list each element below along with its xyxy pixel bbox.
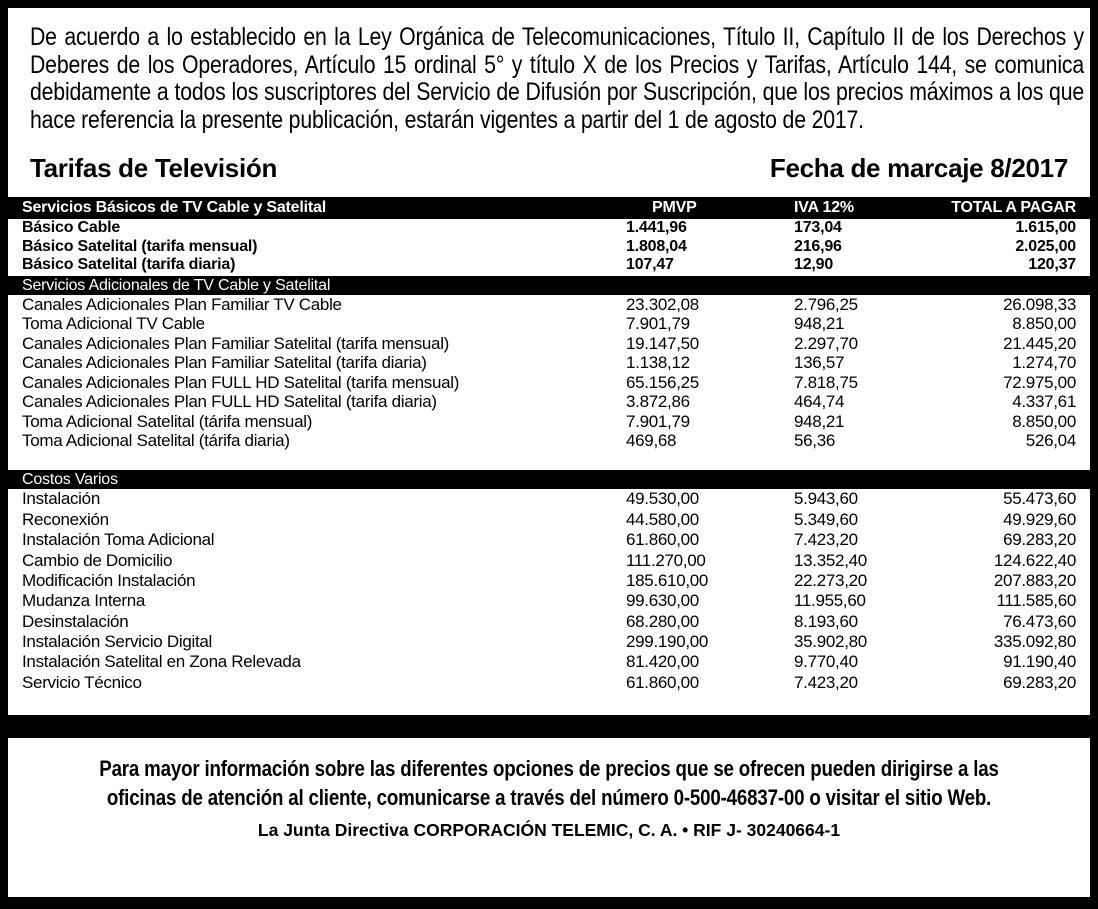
column-header-total: TOTAL A PAGAR: [951, 199, 1076, 216]
row-iva-value: 216,96: [794, 237, 842, 255]
row-pmvp-value: 61.860,00: [626, 530, 699, 550]
row-label: Toma Adicional TV Cable: [22, 314, 205, 334]
row-total-value: 1.274,70: [1012, 353, 1076, 373]
tariff-table: [8, 197, 1090, 693]
row-total-value: 2.025,00: [1015, 237, 1076, 255]
row-label: Cambio de Domicilio: [22, 550, 173, 570]
marking-date-label: Fecha de marcaje 8/2017: [769, 153, 1068, 183]
row-label: Modificación Instalación: [22, 570, 196, 590]
table-row: [8, 632, 1090, 652]
table-row: [8, 393, 1090, 413]
table-header-row: [8, 197, 1090, 219]
table-row: [8, 354, 1090, 374]
row-label: Canales Adicionales Plan Familiar TV Cable: [22, 294, 342, 314]
row-iva-value: 948,21: [794, 314, 845, 334]
row-total-value: 8.850,00: [1012, 314, 1076, 334]
row-pmvp-value: 111.270,00: [626, 550, 706, 570]
row-iva-value: 464,74: [794, 392, 845, 412]
row-total-value: 21.445,20: [1003, 333, 1076, 353]
table-row: [8, 315, 1090, 335]
row-label: Mudanza Interna: [22, 591, 146, 611]
row-pmvp-value: 44.580,00: [626, 509, 699, 529]
row-total-value: 72.975,00: [1003, 372, 1076, 392]
table-row: [8, 334, 1090, 354]
row-total-value: 49.929,60: [1003, 509, 1076, 529]
row-label: Reconexión: [22, 509, 109, 529]
table-row: [8, 673, 1090, 693]
row-pmvp-value: 1.808,04: [626, 237, 687, 255]
row-total-value: 91.190,40: [1003, 652, 1076, 672]
column-header-pmvp: PMVP: [652, 199, 697, 216]
row-label: Instalación Servicio Digital: [22, 632, 213, 652]
row-label: Canales Adicionales Plan FULL HD Satelital (tarifa diaria): [22, 392, 437, 412]
row-iva-value: 22.273,20: [794, 570, 867, 590]
row-pmvp-value: 49.530,00: [626, 489, 699, 509]
row-iva-value: 7.423,20: [794, 530, 858, 550]
row-label: Básico Satelital (tarifa diaria): [22, 255, 236, 273]
row-iva-value: 5.349,60: [794, 509, 858, 529]
table-row: [8, 432, 1090, 452]
row-label: Toma Adicional Satelital (tárifa diaria): [22, 431, 290, 451]
row-total-value: 8.850,00: [1012, 411, 1076, 431]
row-pmvp-value: 1.138,12: [626, 353, 690, 373]
row-pmvp-value: 65.156,25: [626, 372, 699, 392]
table-row: [8, 295, 1090, 315]
row-total-value: 55.473,60: [1003, 489, 1076, 509]
tariff-sheet: [8, 8, 1090, 897]
row-iva-value: 13.352,40: [794, 550, 867, 570]
row-label: Canales Adicionales Plan FULL HD Satelital (tarifa mensual): [22, 372, 460, 392]
row-iva-value: 11.955,60: [794, 591, 866, 611]
row-total-value: 526,04: [1025, 431, 1076, 451]
row-label: Básico Satelital (tarifa mensual): [22, 237, 258, 255]
row-pmvp-value: 3.872,86: [626, 392, 690, 412]
section-bar: [8, 276, 1090, 295]
intro-paragraph: De acuerdo a lo establecido en la Ley Orgánica de Telecomunicaciones, Título II, Capítulo II de los Derechos y Deberes de los Operadores, Artículo 15 ordinal 5° y título X de los Precios y Tarifas, Artículo 144, se comunica debidamente a todos los suscriptores del Servicio de Difusión por Suscripción, que los precios máximos a los que hace referencia la presente publicación, estarán vigentes a partir del 1 de agosto de 2017.: [30, 23, 1084, 134]
row-pmvp-value: 19.147,50: [626, 333, 699, 353]
tariff-table-body: [8, 219, 1090, 693]
footer-info-line-2: oficinas de atención al cliente, comunicarse a través del número 0-500-46837-00 o visitar el sitio Web.: [106, 785, 992, 811]
row-iva-value: 7.818,75: [794, 372, 858, 392]
row-iva-value: 9.770,40: [794, 652, 858, 672]
row-label: Básico Cable: [22, 219, 121, 237]
section-header-basic-services: Servicios Básicos de TV Cable y Satelital: [22, 199, 326, 216]
row-label: Instalación: [22, 489, 100, 509]
section-bar: [8, 470, 1090, 489]
row-label: Desinstalación: [22, 611, 129, 631]
row-pmvp-value: 68.280,00: [626, 611, 699, 631]
column-header-iva: IVA 12%: [794, 199, 854, 216]
row-iva-value: 2.796,25: [794, 294, 858, 314]
row-total-value: 207.883,20: [993, 570, 1076, 590]
table-row: [8, 373, 1090, 393]
section-header-label: Costos Varios: [22, 470, 118, 488]
table-row: [8, 219, 1090, 237]
row-pmvp-value: 7.901,79: [626, 314, 690, 334]
row-iva-value: 12,90: [794, 255, 834, 273]
row-iva-value: 2.297,70: [794, 333, 858, 353]
row-iva-value: 8.193,60: [794, 611, 858, 631]
row-pmvp-value: 469,68: [626, 431, 677, 451]
row-pmvp-value: 7.901,79: [626, 411, 690, 431]
row-iva-value: 948,21: [794, 411, 845, 431]
row-pmvp-value: 1.441,96: [626, 219, 687, 237]
row-label: Toma Adicional Satelital (tárifa mensual): [22, 411, 313, 431]
page-title: Tarifas de Televisión: [30, 153, 278, 183]
table-row: [8, 612, 1090, 632]
row-pmvp-value: 107,47: [626, 255, 674, 273]
row-total-value: 76.473,60: [1003, 611, 1076, 631]
row-iva-value: 5.943,60: [794, 489, 858, 509]
row-total-value: 4.337,61: [1012, 392, 1076, 412]
row-pmvp-value: 299.190,00: [626, 632, 709, 652]
row-label: Canales Adicionales Plan Familiar Satelital (tarifa mensual): [22, 333, 450, 353]
row-total-value: 335.092,80: [993, 632, 1076, 652]
row-label: Instalación Toma Adicional: [22, 530, 215, 550]
table-row: [8, 591, 1090, 611]
separator-band: [8, 715, 1090, 738]
row-total-value: 69.283,20: [1003, 672, 1076, 692]
row-pmvp-value: 99.630,00: [626, 591, 699, 611]
table-row: [8, 530, 1090, 550]
row-total-value: 1.615,00: [1015, 219, 1076, 237]
table-row: [8, 571, 1090, 591]
footer-signature: La Junta Directiva CORPORACIÓN TELEMIC, C. A. • RIF J- 30240664-1: [257, 820, 841, 841]
row-iva-value: 35.902,80: [794, 632, 867, 652]
row-iva-value: 136,57: [794, 353, 845, 373]
table-row: [8, 510, 1090, 530]
table-row: [8, 412, 1090, 432]
table-row: [8, 489, 1090, 509]
footer-info-line-1: Para mayor información sobre las diferentes opciones de precios que se ofrecen pueden dirigirse a las: [99, 756, 999, 782]
row-label: Servicio Técnico: [22, 672, 142, 692]
table-row: [8, 237, 1090, 255]
row-label: Instalación Satelital en Zona Relevada: [22, 652, 301, 672]
section-header-label: Servicios Adicionales de TV Cable y Satelital: [22, 276, 331, 294]
row-pmvp-value: 81.420,00: [626, 652, 699, 672]
title-row: [30, 153, 1068, 184]
footer: [8, 754, 1090, 841]
row-pmvp-value: 61.860,00: [626, 672, 699, 692]
row-total-value: 111.585,60: [996, 591, 1076, 611]
row-total-value: 26.098,33: [1003, 294, 1076, 314]
row-iva-value: 56,36: [794, 431, 836, 451]
row-total-value: 120,37: [1028, 255, 1076, 273]
row-iva-value: 173,04: [794, 219, 842, 237]
row-label: Canales Adicionales Plan Familiar Satelital (tarifa diaria): [22, 353, 427, 373]
row-total-value: 124.622,40: [993, 550, 1076, 570]
row-pmvp-value: 23.302,08: [626, 294, 699, 314]
table-row: [8, 652, 1090, 672]
row-iva-value: 7.423,20: [794, 672, 858, 692]
row-total-value: 69.283,20: [1003, 530, 1076, 550]
table-row: [8, 550, 1090, 570]
table-row: [8, 256, 1090, 274]
row-pmvp-value: 185.610,00: [626, 570, 709, 590]
